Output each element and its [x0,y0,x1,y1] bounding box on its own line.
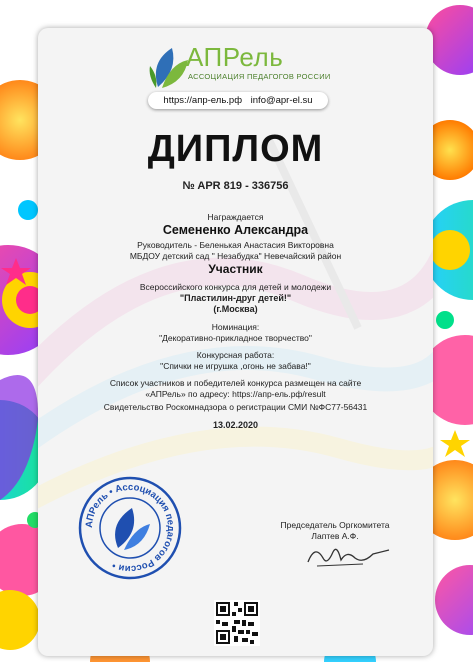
work-value: "Спички не игрушка ,огонь не забава!" [160,361,311,371]
diploma-date: 13.02.2020 [212,420,259,430]
logo-subtitle: АССОЦИАЦИЯ ПЕДАГОГОВ РОССИИ [188,72,331,81]
registration-line: Свидетельство Роскомнадзора о регистрации СМИ №ФС77-56431 [103,402,368,412]
recipient-name: Семененко Александра [162,223,309,237]
signature-icon [303,540,393,570]
chair-block [270,520,400,542]
logo-name: АПРель [186,42,284,72]
list-line-1: Список участников и победителей конкурса размещен на сайте [109,378,362,388]
contest-line: Всероссийского конкурса для детей и молодежи [139,282,332,292]
institution: МБДОУ детский сад " Незабудка" Невечайский район [129,251,342,261]
chair-title: Председатель Оргкомитета [280,520,390,530]
contest-city: (г.Москва) [213,304,258,314]
qr-code-icon[interactable] [214,600,260,646]
contest-name: "Пластилин-друг детей!" [179,293,292,303]
email-link[interactable]: info@apr-el.su [250,95,313,106]
awarded-label: Награждается [207,212,264,222]
participant-role: Участник [208,262,263,276]
diploma-title: ДИПЛОМ [147,128,324,170]
diploma-card [38,28,433,656]
list-line-2: «АПРель» по адресу: https://апр-ель.рф/result [145,389,326,399]
nomination-value: "Декоративно-прикладное творчество" [159,333,312,343]
nomination-label: Номинация: [211,322,260,332]
supervisor: Руководитель - Беленькая Анастасия Викторовна [137,240,334,250]
chair-name: Лаптев А.Ф. [311,531,359,541]
work-label: Конкурсная работа: [196,350,275,360]
seal-icon [78,476,182,580]
diploma-number: № APR 819 - 336756 [182,180,289,192]
seal-ring-text: АПРель • Ассоциация педагогов России • [83,481,177,575]
site-link[interactable]: https://апр-ель.рф [163,95,243,106]
contact-bar [148,92,328,109]
